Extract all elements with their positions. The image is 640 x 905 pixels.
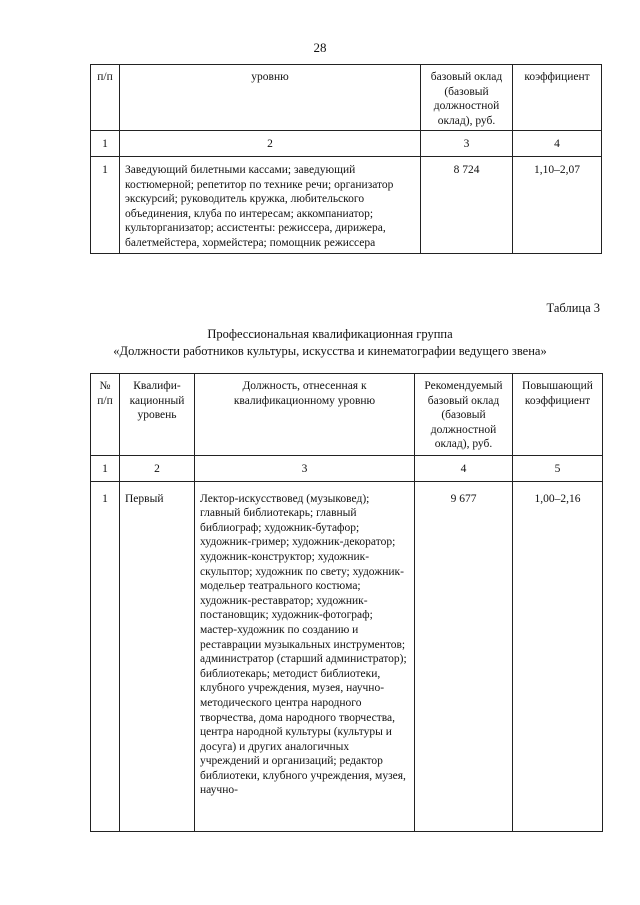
table-3 [90, 373, 603, 832]
column-number-row [91, 456, 603, 482]
col-number: 3 [195, 456, 415, 482]
table-row [91, 156, 602, 253]
col-number: 2 [120, 131, 421, 157]
row-num: 1 [91, 156, 120, 253]
header-salary: Рекомендуемый базовый оклад (базовый должностной оклад), руб. [415, 374, 513, 456]
table-label: Таблица 3 [546, 301, 600, 315]
col-number: 2 [120, 456, 195, 482]
col-number: 5 [513, 456, 603, 482]
row-salary: 8 724 [421, 156, 513, 253]
col-number: 1 [91, 456, 120, 482]
table-continuation [90, 64, 602, 254]
col-number: 4 [415, 456, 513, 482]
header-level: уровню [120, 65, 421, 131]
header-num: п/п [91, 65, 120, 131]
row-salary: 9 677 [415, 481, 513, 831]
row-positions: Заведующий билетными кассами; заведующий костюмерной; репетитор по технике речи; организатор экскурсий; руководитель кружка, любительского объединения, клуба по интересам; аккомпаниатор; культорганизатор; ассистенты: режиссера, дирижера, балетмейстера, хормейстера; помощник режиссера [120, 156, 421, 253]
row-num: 1 [91, 481, 120, 831]
row-coefficient: 1,10–2,07 [513, 156, 602, 253]
group-title-line1: Профессиональная квалификационная группа [207, 327, 453, 341]
row-level: Первый [120, 481, 195, 831]
col-number: 1 [91, 131, 120, 157]
table-row [91, 481, 603, 831]
page-number: 28 [313, 40, 327, 55]
group-title [60, 326, 600, 360]
header-position: Должность, отнесенная к квалификационному уровню [195, 374, 415, 456]
col-number: 3 [421, 131, 513, 157]
header-coefficient: Повышающий коэффициент [513, 374, 603, 456]
table-header-row [91, 374, 603, 456]
header-num: № п/п [91, 374, 120, 456]
header-salary: базовый оклад (базовый должностной оклад), руб. [421, 65, 513, 131]
row-coefficient: 1,00–2,16 [513, 481, 603, 831]
header-level: Квалифи- кационный уровень [120, 374, 195, 456]
column-number-row [91, 131, 602, 157]
table-header-row [91, 65, 602, 131]
group-title-line2: «Должности работников культуры, искусства и кинематографии ведущего звена» [113, 344, 547, 358]
row-positions: Лектор-искусствовед (музыковед); главный библиотекарь; главный библиограф; художник-бутафор; художник-гример; художник-декоратор; художник-конструктор; художник-скульптор; художник по свету; художник-модельер театрального костюма; художник-реставратор; художник-постановщик; художник-фотограф; мастер-художник по созданию и реставрации музыкальных инструментов; администратор (старший администратор); библиотекарь; методист библиотеки, клубного учреждения, музея, научно-методического центра народного творчества, дома народного творчества, центра народной культуры (культуры и досуга) и других аналогичных учреждений и организаций; редактор библиотеки, клубного учреждения, музея, научно- [195, 481, 415, 831]
col-number: 4 [513, 131, 602, 157]
header-coefficient: коэффициент [513, 65, 602, 131]
